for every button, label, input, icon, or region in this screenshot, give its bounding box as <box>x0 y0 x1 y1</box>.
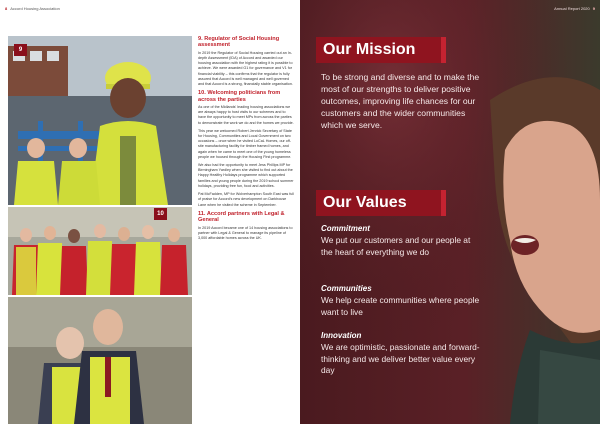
section-heading: 9. Regulator of Social Housing assessment <box>198 36 280 49</box>
section-paragraph: Pat McFadden, MP for Wolverhampton South East was full of praise for Accord's new development on Darkhouse Lane when he visited the scheme in September. <box>198 192 294 207</box>
right-header-title: Annual Report 2020 <box>554 6 590 11</box>
value-title: Innovation <box>321 331 362 340</box>
section-paragraph: In 2019 Accord became one of 14 housing associations to partner with Legal & General to manage its pipeline of 3,000 affordable homes across the UK. <box>198 225 293 240</box>
left-header-title: Accord Housing Association <box>10 6 60 11</box>
mission-statement: To be strong and diverse and to make the most of our strengths to deliver positive outcomes, improving life chances for our customers and the wider communities which we serve. <box>321 72 480 130</box>
value-text: We are optimistic, passionate and forward-thinking and we deliver better value every day <box>321 342 480 375</box>
values-heading-bar <box>316 190 446 216</box>
photo-group-hi-vis <box>8 207 192 295</box>
value-text: We help create communities where people want to live <box>321 295 480 317</box>
section-9 <box>198 36 294 87</box>
right-page <box>300 0 600 424</box>
right-page-header <box>554 6 595 11</box>
value-communities <box>321 284 481 318</box>
photo-two-men-hi-vis <box>8 297 192 424</box>
section-paragraph: In 2019 the Regulator of Social Housing carried out an In-depth Assessment (IDA) of Accord and awarded our housing association with the highest rating it is possible to achieve. We were awarded G1 for governance and V1 for financial viability – this confirms that the regulator is fully assured that Accord is well managed and well governed and that Accord is a strong, financially stable organisation. <box>198 50 293 87</box>
value-innovation <box>321 331 481 377</box>
left-text-column <box>198 36 294 244</box>
section-10 <box>198 90 294 207</box>
section-11 <box>198 211 294 241</box>
mission-heading-bar <box>316 37 446 63</box>
value-title: Communities <box>321 284 372 293</box>
section-10-badge: 10 <box>154 208 167 220</box>
values-bar-accent <box>441 190 446 216</box>
section-heading: 10. Welcoming politicians from across the parties <box>198 90 281 103</box>
section-paragraph: As one of the Midlands' leading housing associations we are always happy to host visits to our schemes and to have the opportunity to meet MPs from across the parties to demonstrate the work we do and the homes we provide. <box>198 105 294 125</box>
section-paragraph: This year we welcomed Robert Jenrick Secretary of State for Housing, Communities and Local Government on two occasions – once when he visited LoCaL Homes, our off-site manufacturing facility for timber framed homes, and again when he came to meet one of the young homeless people we housed through the Housing First programme. <box>198 128 292 159</box>
right-page-number: 9 <box>592 6 595 11</box>
photo-construction-visit <box>8 36 192 205</box>
section-9-badge: 9 <box>14 44 27 56</box>
values-heading: Our Values <box>323 194 407 211</box>
left-page-number: 8 <box>5 6 8 11</box>
value-commitment <box>321 224 481 258</box>
left-page-header <box>5 6 60 11</box>
value-text: We put our customers and our people at the heart of everything we do <box>321 235 471 257</box>
section-heading: 11. Accord partners with Legal & General <box>198 210 285 224</box>
section-paragraph: We also had the opportunity to meet Jess Phillips MP for Birmingham Yardley when she visited to find out about the Happy Healthy Holidays programme which supported families and young people during the 2019 school summer holidays, providing free fun, food and activities. <box>198 163 294 188</box>
mission-heading: Our Mission <box>323 41 416 58</box>
value-title: Commitment <box>321 224 370 233</box>
mission-bar-accent <box>441 37 446 63</box>
